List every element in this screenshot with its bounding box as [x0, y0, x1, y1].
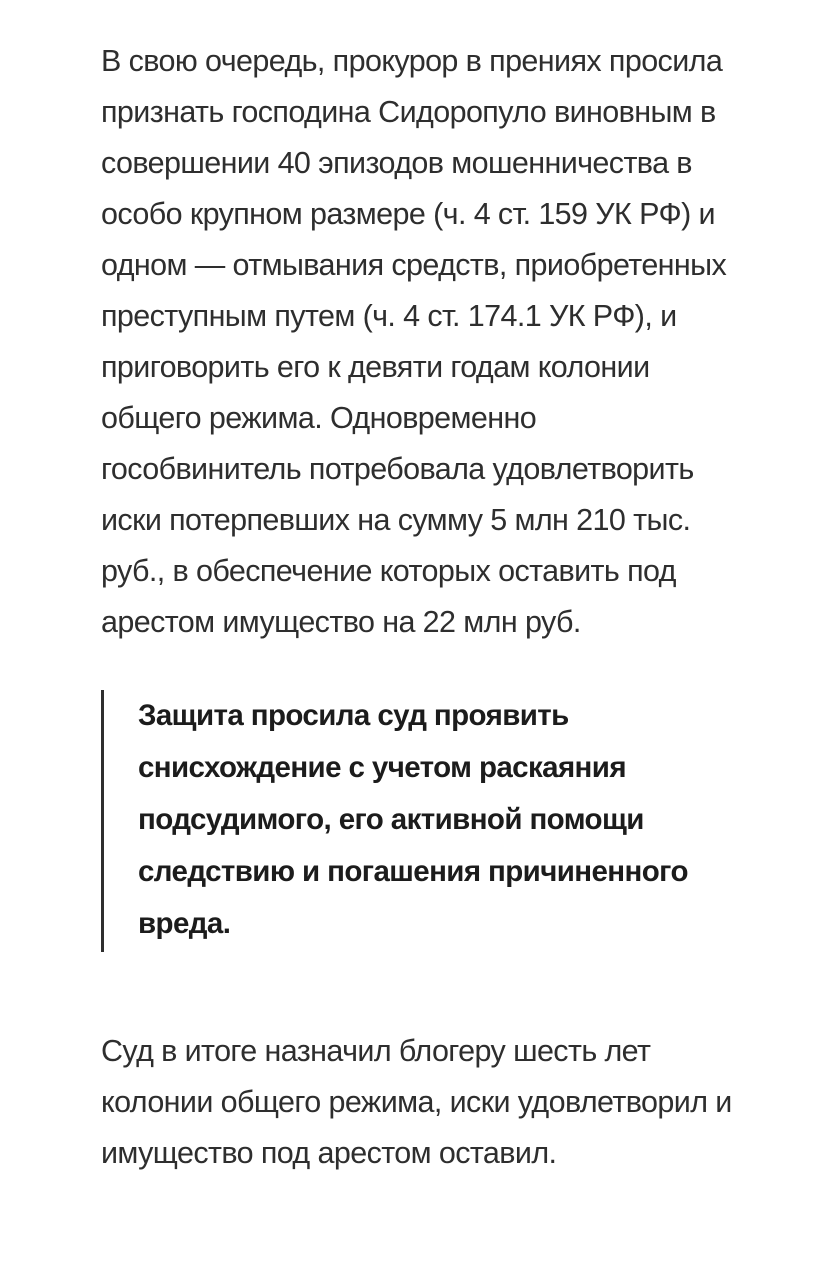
article-body [101, 36, 741, 1179]
article-paragraph-verdict: Суд в итоге назначил блогеру шесть лет колонии общего режима, иски удовлетворил и имущество под арестом оставил. [101, 1034, 732, 1170]
pull-quote-defense: Защита просила суд проявить снисхождение с учетом раскаяния подсудимого, его активной помощи следствию и погашения причиненного вреда. [101, 690, 741, 952]
article-paragraph-prosecution: В свою очередь, прокурор в прениях просила признать господина Сидоропуло виновным в совершении 40 эпизодов мошенничества в особо крупном размере (ч. 4 ст. 159 УК РФ) и одном — отмывания средств, приобретенных преступным путем (ч. 4 ст. 174.1 УК РФ), и приговорить его к девяти годам колонии общего режима. Одновременно гособвинитель потребовала удовлетворить иски потерпевших на сумму 5 млн 210 тыс. руб., в обеспечение которых оставить под арестом имущество на 22 млн руб. [101, 44, 727, 639]
